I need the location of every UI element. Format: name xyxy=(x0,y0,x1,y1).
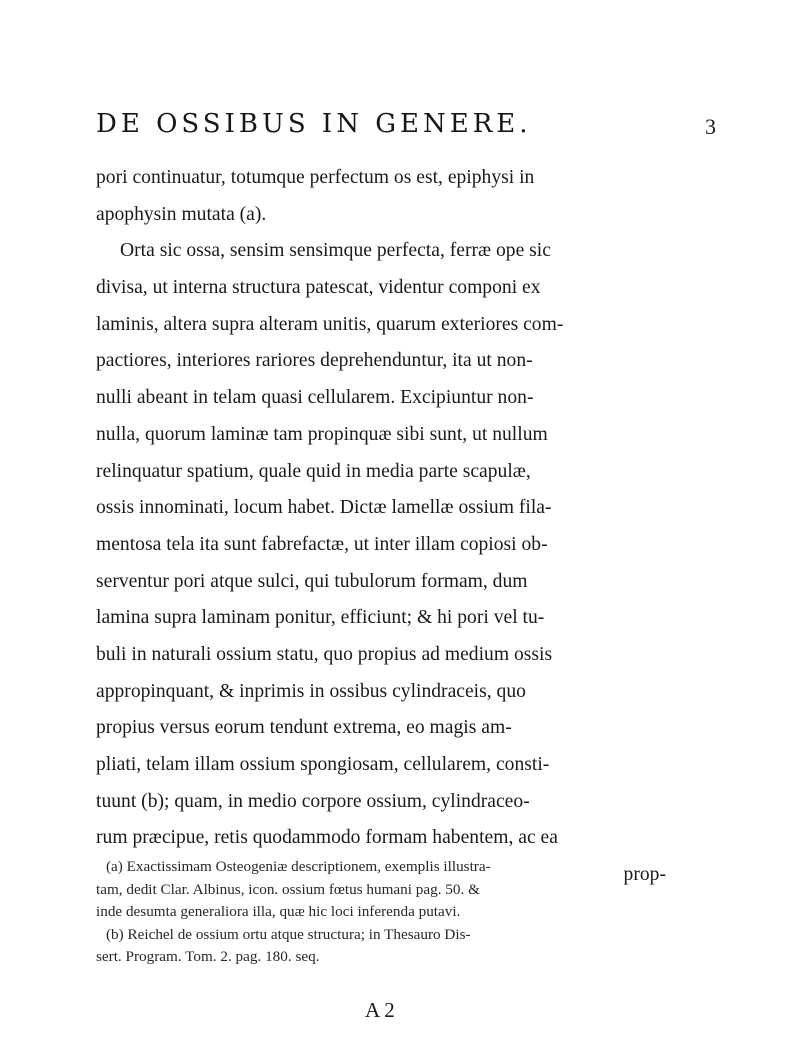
body-text xyxy=(96,160,796,894)
text-line: appropinquant, & inprimis in ossibus cylindraceis, quo xyxy=(96,680,526,702)
paragraph-start-line: Orta sic ossa, sensim sensimque perfecta, ferræ ope sic xyxy=(120,240,551,262)
text-line: divisa, ut interna structura patescat, videntur componi ex xyxy=(96,277,541,299)
text-line: serventur pori atque sulci, qui tubulorum formam, dum xyxy=(96,570,528,592)
text-line: tuunt (b); quam, in medio corpore ossium, cylindraceo- xyxy=(96,790,530,812)
footnote-line: tam, dedit Clar. Albinus, icon. ossium fœtus humani pag. 50. & xyxy=(96,880,480,898)
running-head xyxy=(96,106,716,142)
text-line: pori continuatur, totumque perfectum os est, epiphysi in xyxy=(96,167,535,188)
catchword: prop- xyxy=(623,864,666,886)
text-line: lamina supra laminam ponitur, efficiunt; & hi pori vel tu- xyxy=(96,607,545,629)
text-line: apophysin mutata (a). xyxy=(96,203,267,225)
footnote-line: (a) Exactissimam Osteogeniæ descriptionem, exemplis illustra- xyxy=(106,858,491,875)
running-title: DE OSSIBUS IN GENERE. xyxy=(96,109,532,139)
text-line: mentosa tela ita sunt fabrefactæ, ut inter illam copiosi ob- xyxy=(96,533,548,555)
signature-mark: A 2 xyxy=(365,998,395,1022)
text-line: pliati, telam illam ossium spongiosam, cellularem, consti- xyxy=(96,754,550,775)
text-line: buli in naturali ossium statu, quo propius ad medium ossis xyxy=(96,643,553,665)
text-line: pactiores, interiores rariores deprehenduntur, ita ut non- xyxy=(96,350,533,372)
text-line: propius versus eorum tendunt extrema, eo magis am- xyxy=(96,717,512,739)
page-number: 3 xyxy=(705,114,716,139)
footnote-line: sert. Program. Tom. 2. pag. 180. seq. xyxy=(96,948,320,966)
text-line: laminis, altera supra alteram unitis, quarum exteriores com- xyxy=(96,313,564,335)
footnotes xyxy=(96,856,776,969)
text-line: ossis innominati, locum habet. Dictæ lamellæ ossium fila- xyxy=(96,497,552,519)
text-line: nulli abeant in telam quasi cellularem. Excipiuntur non- xyxy=(96,387,534,409)
footnote-line: (b) Reichel de ossium ortu atque structura; in Thesauro Dis- xyxy=(106,925,471,943)
footnote-line: inde desumta generaliora illa, quæ hic loci inferenda putavi. xyxy=(96,903,461,921)
text-line: nulla, quorum laminæ tam propinquæ sibi sunt, ut nullum xyxy=(96,423,548,445)
text-line: rum præcipue, retis quodammodo formam habentem, ac ea xyxy=(96,827,558,849)
text-line: relinquatur spatium, quale quid in media parte scapulæ, xyxy=(96,460,531,482)
